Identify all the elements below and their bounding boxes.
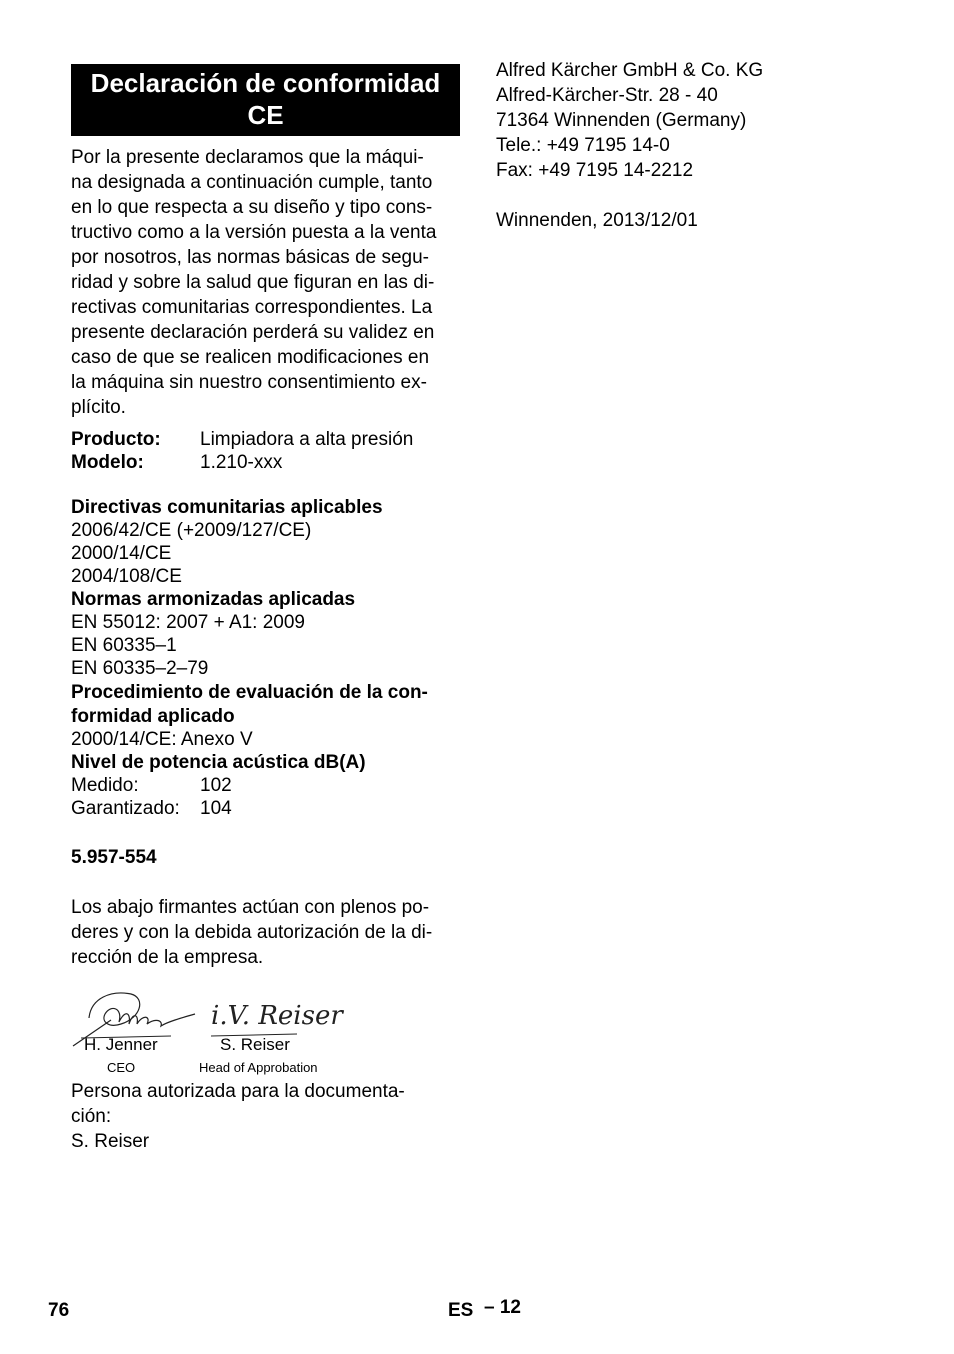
guaranteed-label: Garantizado: <box>71 798 180 819</box>
intro-line: na designada a continuación cumple, tanto <box>71 172 433 193</box>
authorized-name: S. Reiser <box>71 1131 150 1152</box>
company-line: Alfred Kärcher GmbH & Co. KG <box>496 60 764 81</box>
place-date: Winnenden, 2013/12/01 <box>496 210 698 231</box>
company-line: 71364 Winnenden (Germany) <box>496 110 747 131</box>
model-label: Modelo: <box>71 452 144 473</box>
title-line-1: Declaración de conformidad <box>90 68 441 98</box>
procedure-value: 2000/14/CE: Anexo V <box>71 729 253 750</box>
language-code: ES <box>448 1300 474 1321</box>
signers-intro-line: deres y con la debida autorización de la di- <box>71 922 433 943</box>
page-title <box>71 64 460 136</box>
model-value: 1.210-xxx <box>200 452 283 473</box>
intro-line: Por la presente declaramos que la máqui- <box>71 147 424 168</box>
intro-line: la máquina sin nuestro consentimiento ex- <box>71 372 427 393</box>
noise-heading: Nivel de potencia acústica dB(A) <box>71 752 366 773</box>
signers-intro <box>71 895 460 970</box>
declaration-column <box>71 64 460 1154</box>
standard-item: EN 60335–2–79 <box>71 658 209 679</box>
intro-line: por nosotros, las normas básicas de segu- <box>71 247 430 268</box>
product-label: Producto: <box>71 429 161 450</box>
intro-paragraph <box>71 145 460 420</box>
signers-intro-line: rección de la empresa. <box>71 947 264 968</box>
company-line: Alfred-Kärcher-Str. 28 - 40 <box>496 85 718 106</box>
standards-heading: Normas armonizadas aplicadas <box>71 589 356 610</box>
signer1-name: H. Jenner <box>84 1035 158 1054</box>
standard-item: EN 55012: 2007 + A1: 2009 <box>71 612 306 633</box>
company-line: Tele.: +49 7195 14-0 <box>496 135 670 156</box>
directive-item: 2006/42/CE (+2009/127/CE) <box>71 520 312 541</box>
company-line: Fax: +49 7195 14-2212 <box>496 160 694 181</box>
standard-item: EN 60335–1 <box>71 635 177 656</box>
authorized-person <box>71 1079 460 1154</box>
intro-line: ridad y sobre la salud que figuran en las di- <box>71 272 435 293</box>
measured-value: 102 <box>200 775 232 796</box>
authorized-line: Persona autorizada para la documenta- <box>71 1081 405 1102</box>
signers-intro-line: Los abajo firmantes actúan con plenos po- <box>71 897 430 918</box>
directives-heading: Directivas comunitarias aplicables <box>71 497 383 518</box>
title-line-2: CE <box>247 100 284 130</box>
intro-line: tructivo como a la versión puesta a la venta <box>71 222 437 243</box>
part-number-text: 5.957-554 <box>71 847 157 868</box>
authorized-line: ción: <box>71 1106 112 1127</box>
directive-item: 2000/14/CE <box>71 543 172 564</box>
company-column <box>496 58 896 233</box>
procedure-heading-line: Procedimiento de evaluación de la con- <box>71 682 428 703</box>
svg-text:i.V. Reiser: i.V. Reiser <box>211 1001 343 1031</box>
signer1-role: CEO <box>107 1060 136 1075</box>
intro-line: en lo que respecta a su diseño y tipo cons- <box>71 197 433 218</box>
guaranteed-value: 104 <box>200 798 232 819</box>
intro-line: presente declaración perderá su validez en <box>71 322 435 343</box>
measured-label: Medido: <box>71 775 139 796</box>
signer2-name: S. Reiser <box>220 1035 290 1054</box>
intro-line: caso de que se realicen modificaciones en <box>71 347 430 368</box>
directive-item: 2004/108/CE <box>71 566 182 587</box>
page-number: 76 <box>48 1300 70 1321</box>
intro-line: rectivas comunitarias correspondientes. La <box>71 297 433 318</box>
directives-section <box>71 496 460 820</box>
signature-block <box>71 978 460 1073</box>
signature-reiser <box>209 990 343 1040</box>
signer2-role: Head of Approbation <box>199 1060 318 1075</box>
sub-page-number: – 12 <box>484 1297 521 1318</box>
procedure-heading-line: formidad aplicado <box>71 706 235 727</box>
product-info <box>71 428 460 474</box>
intro-line: plícito. <box>71 397 126 418</box>
product-value: Limpiadora a alta presión <box>200 429 414 450</box>
part-number <box>71 846 460 869</box>
